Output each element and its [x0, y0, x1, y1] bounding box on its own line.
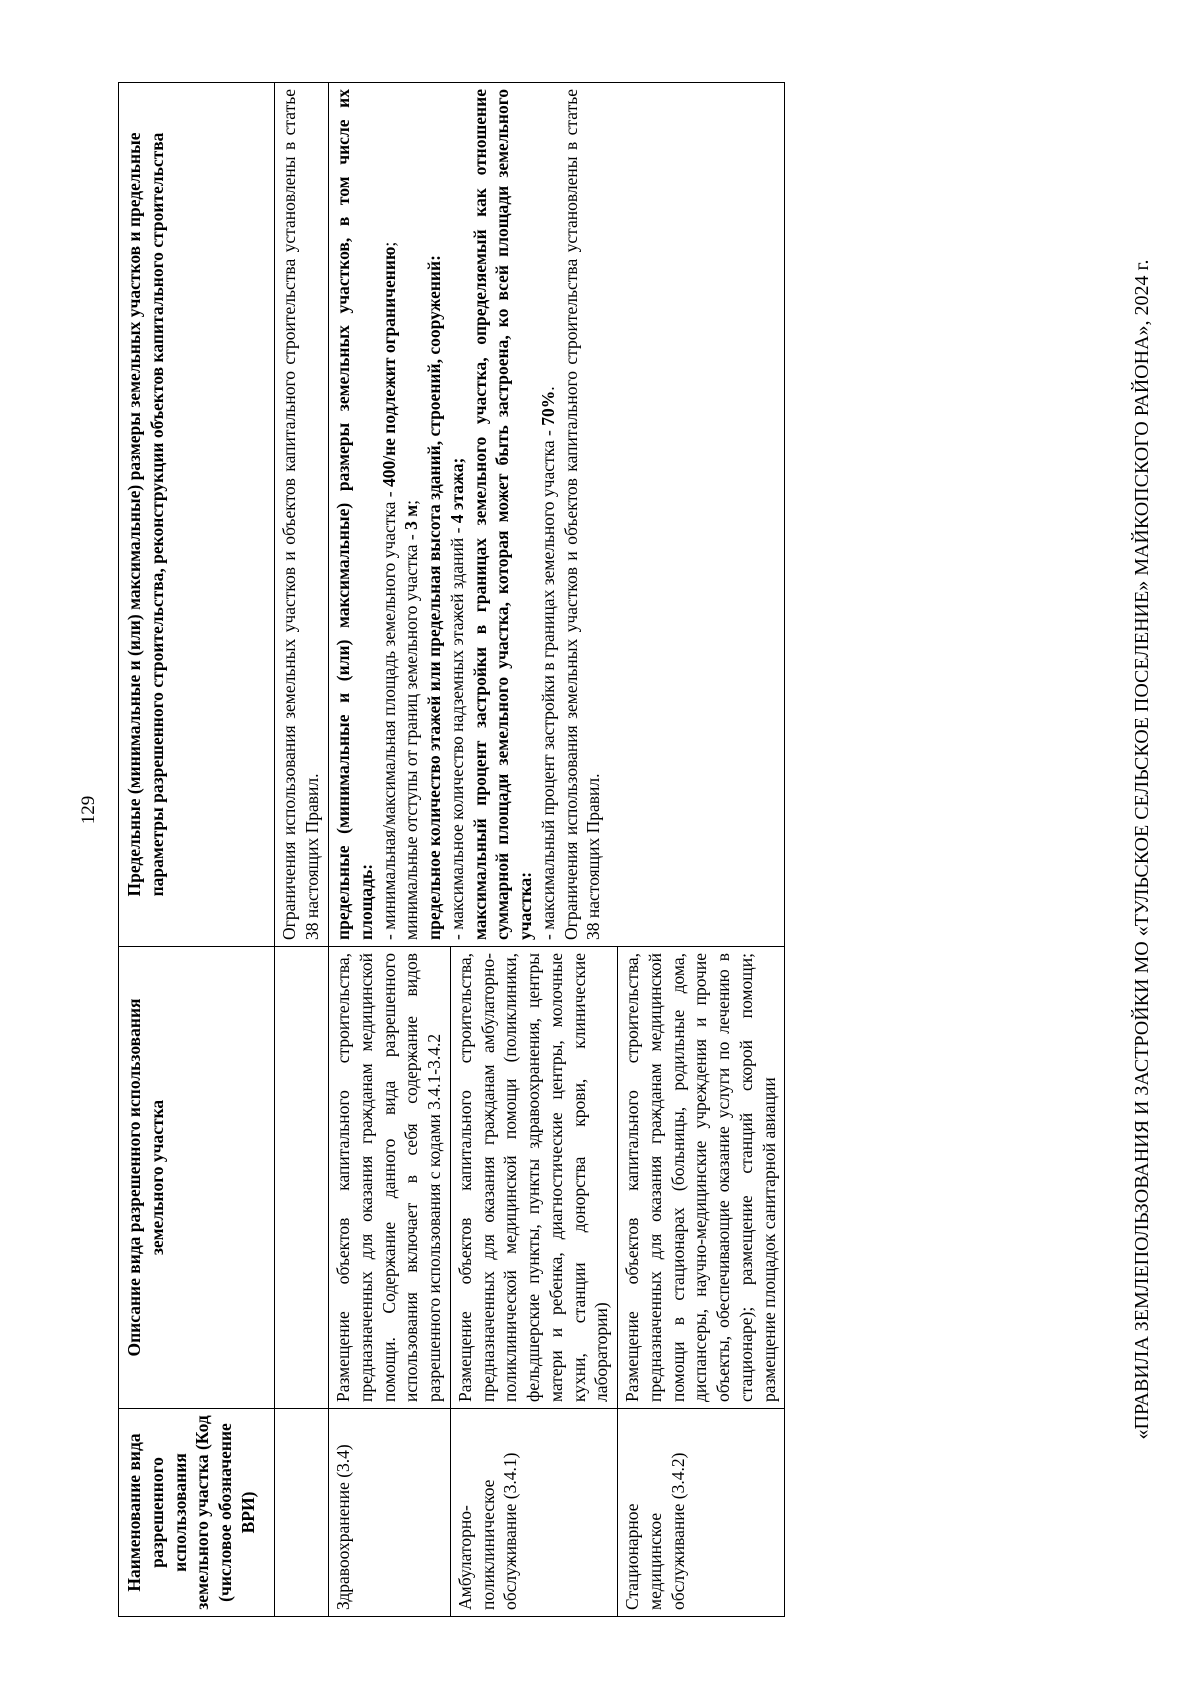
cell-description: [275, 947, 329, 1409]
document-footer: «ПРАВИЛА ЗЕМЛЕПОЛЬЗОВАНИЯ И ЗАСТРОЙКИ МО «ТУЛЬСКОЕ СЕЛЬСКОЕ ПОСЕЛЕНИЕ» МАЙКОПСКОГО РАЙОНА», 2024 г.: [1130, 259, 1153, 1440]
cell-description: Размещение объектов капитального строительства, предназначенных для оказания гражданам медицинской помощи в стационарах (больницы, родильные дома, диспансеры, научно-медицинские учреждения и прочие объекты, обеспечивающие оказание услуги по лечению в стационаре); размещение станций скорой помощи; размещение площадок санитарной авиации: [618, 947, 785, 1409]
land-use-table: [118, 82, 785, 1617]
header-name: Наименование вида разрешенного использования земельного участка (Код (числовое обозначение ВРИ): [119, 1409, 275, 1617]
param-heading-coverage: максимальный процент застройки в границах земельного участка, определяемый как отношение суммарной площади земельного участка, которая может быть застроена, ко всей площади земельного участка:: [469, 89, 535, 940]
rotated-table-container: [118, 82, 1121, 1617]
cell-parameters: [329, 83, 785, 947]
cell-description: Размещение объектов капитального строительства, предназначенных для оказания гражданам амбулаторно-поликлинической медицинской помощи (поликлиники, фельдшерские пункты, пункты здравоохранения, центры матери и ребенка, диагностические центры, молочные кухни, станции донорства крови, клинические лаборатории): [450, 947, 617, 1409]
param-restrictions: Ограничения использования земельных участков и объектов капитального строительства установлены в статье 38 настоящих Правил.: [560, 89, 604, 940]
table-row: [275, 83, 329, 1617]
param-heading-floors: предельное количество этажей или предельная высота зданий, строений, сооружений:: [424, 255, 444, 940]
cell-name: [275, 1409, 329, 1617]
param-setbacks: минимальные отступы от границ земельного участка - 3 м;: [401, 499, 422, 940]
cell-name: Здравоохранение (3.4): [329, 1409, 451, 1617]
cell-name: Амбулаторно-поликлиническое обслуживание (3.4.1): [450, 1409, 617, 1617]
param-heading-sizes: предельные (минимальные и (или) максимальные) размеры земельных участков, в том числе их площадь:: [333, 89, 376, 940]
param-coverage: - максимальный процент застройки в границах земельного участка - 70%.: [537, 386, 558, 940]
header-description: Описание вида разрешенного использования земельного участка: [119, 947, 275, 1409]
param-floors: - максимальное количество надземных этажей зданий - 4 этажа;: [446, 457, 467, 940]
header-parameters: Предельные (минимальные и (или) максимальные) размеры земельных участков и предельные параметры разрешенного строительства, реконструкции объектов капитального строительства: [119, 83, 275, 947]
table-row: [329, 83, 451, 1617]
page-number: 129: [78, 795, 99, 825]
table-header-row: [119, 83, 275, 1617]
cell-parameters: Ограничения использования земельных участков и объектов капитального строительства установлены в статье 38 настоящих Правил.: [275, 83, 329, 947]
param-area: - минимальная/максимальная площадь земельного участка - 400/не подлежит ограничению;: [378, 241, 399, 940]
cell-name: Стационарное медицинское обслуживание (3.4.2): [618, 1409, 785, 1617]
cell-description: Размещение объектов капитального строительства, предназначенных для оказания гражданам медицинской помощи. Содержание данного вида разрешенного использования включает в себя содержание видов разрешенного использования с кодами 3.4.1-3.4.2: [329, 947, 451, 1409]
